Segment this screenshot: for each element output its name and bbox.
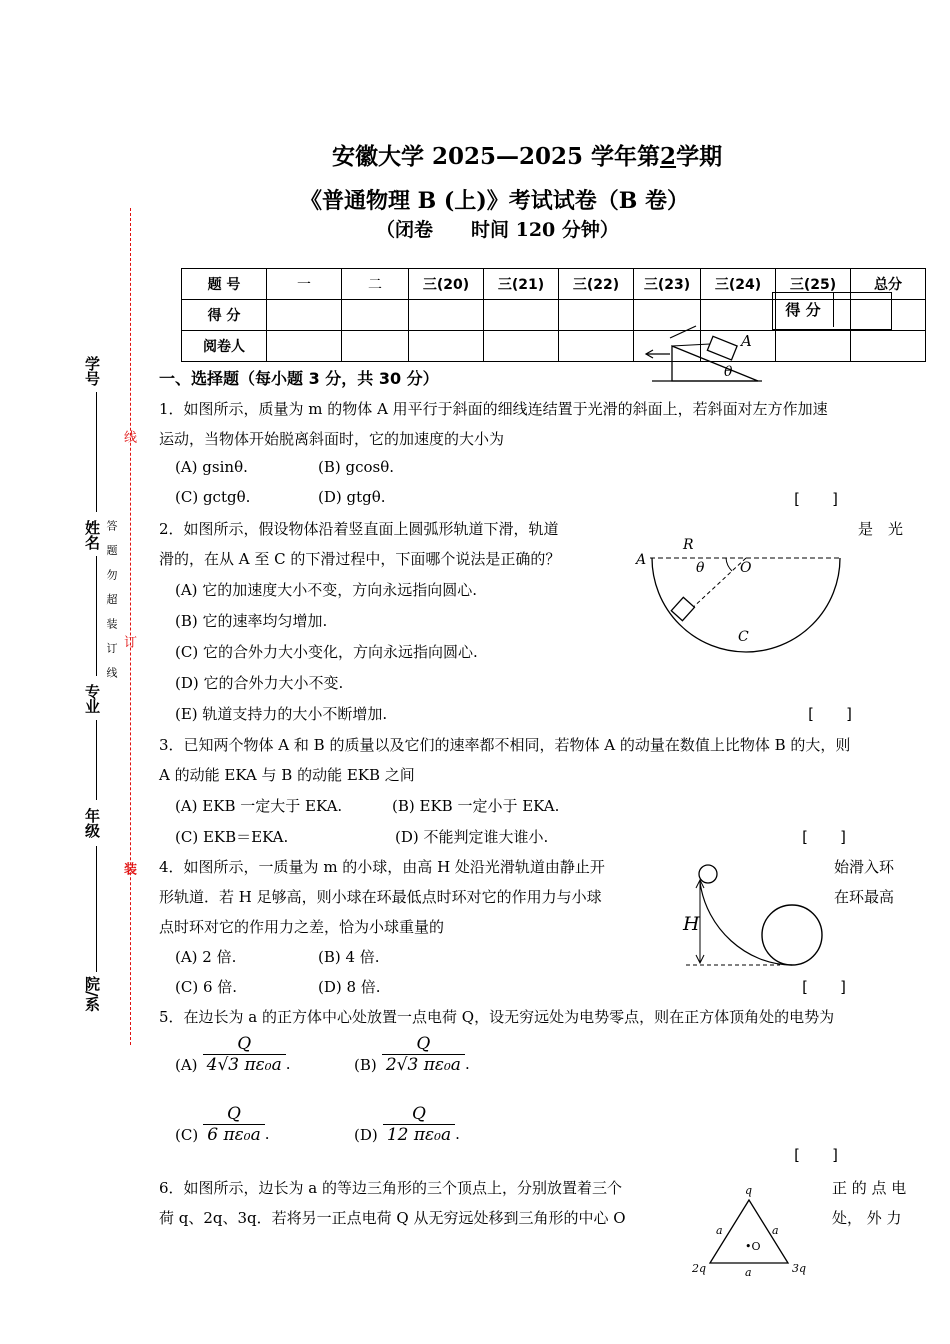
q6-fig-label-q: q bbox=[745, 1184, 753, 1197]
q2-option-d[interactable]: (D) 它的合外力大小不变. bbox=[175, 674, 344, 692]
grader-row bbox=[182, 331, 926, 362]
q4-stem-line-2: 形轨道．若 H 足够高，则小球在环最低点时环对它的作用力与小球 bbox=[159, 888, 602, 906]
student-id-label: 学号 bbox=[83, 356, 101, 386]
q5-option-d-label: (D) bbox=[354, 1125, 378, 1144]
score-header-cell: 三(20) bbox=[409, 269, 484, 300]
q5-option-b-den: 2√3 πε₀a bbox=[382, 1054, 465, 1075]
major-label: 专业 bbox=[83, 684, 101, 714]
q5-stem: 5．在边长为 a 的正方体中心处放置一点电荷 Q，设无穷远处为电势零点，则在正方体顶角处的电势为 bbox=[159, 1008, 835, 1026]
q6-fig-label-2q: 2q bbox=[692, 1262, 707, 1275]
q5-option-d[interactable] bbox=[354, 1104, 460, 1145]
q2-fig-label-O: O bbox=[740, 560, 752, 576]
score-header-cell: 三(23) bbox=[634, 269, 701, 300]
q4-option-a[interactable]: (A) 2 倍. bbox=[175, 948, 237, 966]
q2-option-e[interactable]: (E) 轨道支持力的大小不断增加. bbox=[175, 705, 388, 723]
binding-warning: 答 题 勿 超 装 订 线 bbox=[105, 520, 118, 683]
student-id-line[interactable] bbox=[96, 392, 97, 512]
binding-line bbox=[130, 208, 131, 1045]
q6-triangle-figure bbox=[688, 1184, 818, 1280]
department-label: 院/系 bbox=[83, 976, 101, 1012]
section-score-box[interactable] bbox=[772, 292, 892, 330]
binding-mark-3: 装 bbox=[121, 862, 136, 875]
score-header-cell: 二 bbox=[342, 269, 409, 300]
q5-option-a-num: Q bbox=[237, 1034, 252, 1054]
title-line-1: 安徽大学 2025—2025 学年第2学期 bbox=[332, 143, 723, 170]
q3-option-a[interactable]: (A) EKB 一定大于 EKA. bbox=[175, 797, 343, 815]
q6-fig-label-a-right: a bbox=[772, 1224, 779, 1237]
title-line-2: 《普通物理 B (上)》考试试卷（B 卷） bbox=[300, 188, 689, 214]
q4-fig-label-H: H bbox=[683, 913, 700, 935]
grader-row-label: 阅卷人 bbox=[182, 331, 267, 362]
q6-stem-line-2: 荷 q、2q、3q．若将另一正点电荷 Q 从无穷远处移到三角形的中心 O bbox=[159, 1209, 626, 1227]
q5-option-d-num: Q bbox=[412, 1104, 426, 1124]
q5-option-b-dot: . bbox=[464, 1055, 470, 1073]
q1-incline-figure bbox=[640, 318, 770, 386]
major-line[interactable] bbox=[96, 720, 97, 800]
q1-option-c[interactable]: (C) gctgθ. bbox=[175, 488, 251, 506]
q5-answer-bracket[interactable]: [ ] bbox=[792, 1146, 841, 1164]
score-header-cell: 题 号 bbox=[182, 269, 267, 300]
q4-loop-figure bbox=[676, 858, 826, 970]
score-header-cell: 总分 bbox=[851, 269, 926, 300]
q5-option-c-num: Q bbox=[227, 1104, 241, 1124]
q1-option-d[interactable]: (D) gtgθ. bbox=[318, 488, 386, 506]
q1-option-b[interactable]: (B) gcosθ. bbox=[318, 458, 395, 476]
q5-option-b-num: Q bbox=[416, 1034, 431, 1054]
q6-fig-label-O: •O bbox=[745, 1240, 761, 1253]
q1-answer-bracket[interactable]: [ ] bbox=[792, 490, 841, 508]
grader-cell[interactable] bbox=[559, 331, 634, 362]
q4-stem-line-3: 点时环对它的作用力之差，恰为小球重量的 bbox=[159, 918, 445, 936]
q4-option-d[interactable]: (D) 8 倍. bbox=[318, 978, 381, 996]
q5-option-b-label: (B) bbox=[354, 1055, 377, 1074]
title-line-3: （闭卷 时间 120 分钟） bbox=[376, 219, 619, 241]
score-row-label: 得 分 bbox=[182, 300, 267, 331]
name-label: 姓名 bbox=[83, 520, 101, 550]
q2-stem-line-1-right: 是 光 bbox=[858, 520, 904, 538]
q2-track-figure bbox=[630, 530, 850, 660]
q5-option-a-den: 4√3 πε₀a bbox=[203, 1054, 286, 1075]
q2-answer-bracket[interactable]: [ ] bbox=[806, 705, 855, 723]
section-1-title: 一、选择题（每小题 3 分，共 30 分） bbox=[159, 369, 439, 388]
q5-option-d-fraction bbox=[383, 1104, 455, 1145]
q6-fig-label-a-bottom: a bbox=[745, 1266, 752, 1279]
q3-option-b[interactable]: (B) EKB 一定小于 EKA. bbox=[392, 797, 560, 815]
grader-cell[interactable] bbox=[776, 331, 851, 362]
q5-option-c-den: 6 πε₀a bbox=[203, 1124, 264, 1145]
q2-fig-label-A: A bbox=[636, 552, 647, 568]
score-header-cell: 三(25) bbox=[776, 269, 851, 300]
q5-option-d-dot: . bbox=[455, 1125, 460, 1143]
grader-cell[interactable] bbox=[342, 331, 409, 362]
q3-answer-bracket[interactable]: [ ] bbox=[800, 828, 849, 846]
q4-stem-line-2-right: 在环最高 bbox=[834, 888, 895, 906]
score-header-cell: 三(21) bbox=[484, 269, 559, 300]
q1-option-a[interactable]: (A) gsinθ. bbox=[175, 458, 248, 476]
score-cell[interactable] bbox=[267, 300, 342, 331]
q6-stem-line-2-right: 处， 外 力 bbox=[832, 1209, 902, 1227]
grade-line[interactable] bbox=[96, 846, 97, 972]
q5-option-a-dot: . bbox=[285, 1055, 291, 1073]
q5-option-a-label: (A) bbox=[175, 1055, 198, 1074]
q5-option-a-fraction bbox=[203, 1034, 286, 1075]
grader-cell[interactable] bbox=[409, 331, 484, 362]
q4-answer-bracket[interactable]: [ ] bbox=[800, 978, 849, 996]
score-header-cell: 一 bbox=[267, 269, 342, 300]
q3-option-d[interactable]: (D) 不能判定谁大谁小. bbox=[395, 828, 549, 846]
q1-stem-line-1: 1．如图所示，质量为 m 的物体 A 用平行于斜面的细线连结置于光滑的斜面上，若斜面对左方作加速 bbox=[159, 400, 828, 418]
binding-mark-2: 订 bbox=[121, 635, 136, 648]
score-header-cell: 三(22) bbox=[559, 269, 634, 300]
binding-mark-1: 线 bbox=[121, 430, 136, 443]
q2-fig-label-theta: θ bbox=[696, 560, 705, 576]
term-number: 2 bbox=[660, 143, 677, 170]
q2-option-b[interactable]: (B) 它的速率均匀增加. bbox=[175, 612, 328, 630]
q2-stem-line-1: 2．如图所示，假设物体沿着竖直面上圆弧形轨道下滑，轨道 bbox=[159, 520, 559, 538]
q5-option-c-dot: . bbox=[264, 1125, 270, 1143]
q6-stem-line-1-right: 正 的 点 电 bbox=[832, 1179, 907, 1197]
q5-option-c-label: (C) bbox=[175, 1125, 199, 1144]
q4-stem-line-1: 4．如图所示，一质量为 m 的小球，由高 H 处沿光滑轨道由静止开 bbox=[159, 858, 605, 876]
q5-option-a[interactable] bbox=[175, 1034, 291, 1075]
q6-fig-label-3q: 3q bbox=[792, 1262, 807, 1275]
q6-stem-line-1: 6．如图所示，边长为 a 的等边三角形的三个顶点上，分别放置着三个 bbox=[159, 1179, 623, 1197]
q3-stem-line-1: 3．已知两个物体 A 和 B 的质量以及它们的速率都不相同，若物体 A 的动量在数值上比物体 B 的大，则 bbox=[159, 736, 851, 754]
q2-stem-line-2: 滑的，在从 A 至 C 的下滑过程中，下面哪个说法是正确的？ bbox=[159, 550, 561, 568]
q4-option-c[interactable]: (C) 6 倍. bbox=[175, 978, 238, 996]
q2-option-c[interactable]: (C) 它的合外力大小变化，方向永远指向圆心. bbox=[175, 643, 478, 661]
q1-stem-line-2: 运动，当物体开始脱离斜面时，它的加速度的大小为 bbox=[159, 430, 505, 448]
q4-option-b[interactable]: (B) 4 倍. bbox=[318, 948, 380, 966]
q4-stem-line-1-right: 始滑入环 bbox=[834, 858, 895, 876]
grader-cell[interactable] bbox=[851, 331, 926, 362]
score-header-cell: 三(24) bbox=[701, 269, 776, 300]
q2-option-a[interactable]: (A) 它的加速度大小不变，方向永远指向圆心. bbox=[175, 581, 478, 599]
q2-fig-label-R: R bbox=[683, 537, 694, 553]
q6-fig-label-a-left: a bbox=[716, 1224, 723, 1237]
grader-cell[interactable] bbox=[267, 331, 342, 362]
q2-fig-label-C: C bbox=[738, 629, 749, 645]
grade-label: 年级 bbox=[83, 808, 101, 838]
name-line[interactable] bbox=[96, 556, 97, 676]
grader-cell[interactable] bbox=[484, 331, 559, 362]
score-cell[interactable] bbox=[409, 300, 484, 331]
q5-option-c-fraction bbox=[203, 1104, 264, 1145]
q5-option-c[interactable] bbox=[175, 1104, 270, 1145]
q3-stem-line-2: A 的动能 EKA 与 B 的动能 EKB 之间 bbox=[159, 766, 415, 784]
q3-option-c[interactable]: (C) EKB＝EKA. bbox=[175, 828, 289, 846]
score-cell[interactable] bbox=[484, 300, 559, 331]
score-cell[interactable] bbox=[559, 300, 634, 331]
section-score-label: 得 分 bbox=[773, 293, 834, 327]
q5-option-b[interactable] bbox=[354, 1034, 470, 1075]
q5-option-d-den: 12 πε₀a bbox=[383, 1124, 455, 1145]
q1-fig-label-theta: θ bbox=[724, 364, 733, 380]
q1-fig-label-A: A bbox=[741, 332, 752, 350]
q5-option-b-fraction bbox=[382, 1034, 465, 1075]
score-cell[interactable] bbox=[342, 300, 409, 331]
